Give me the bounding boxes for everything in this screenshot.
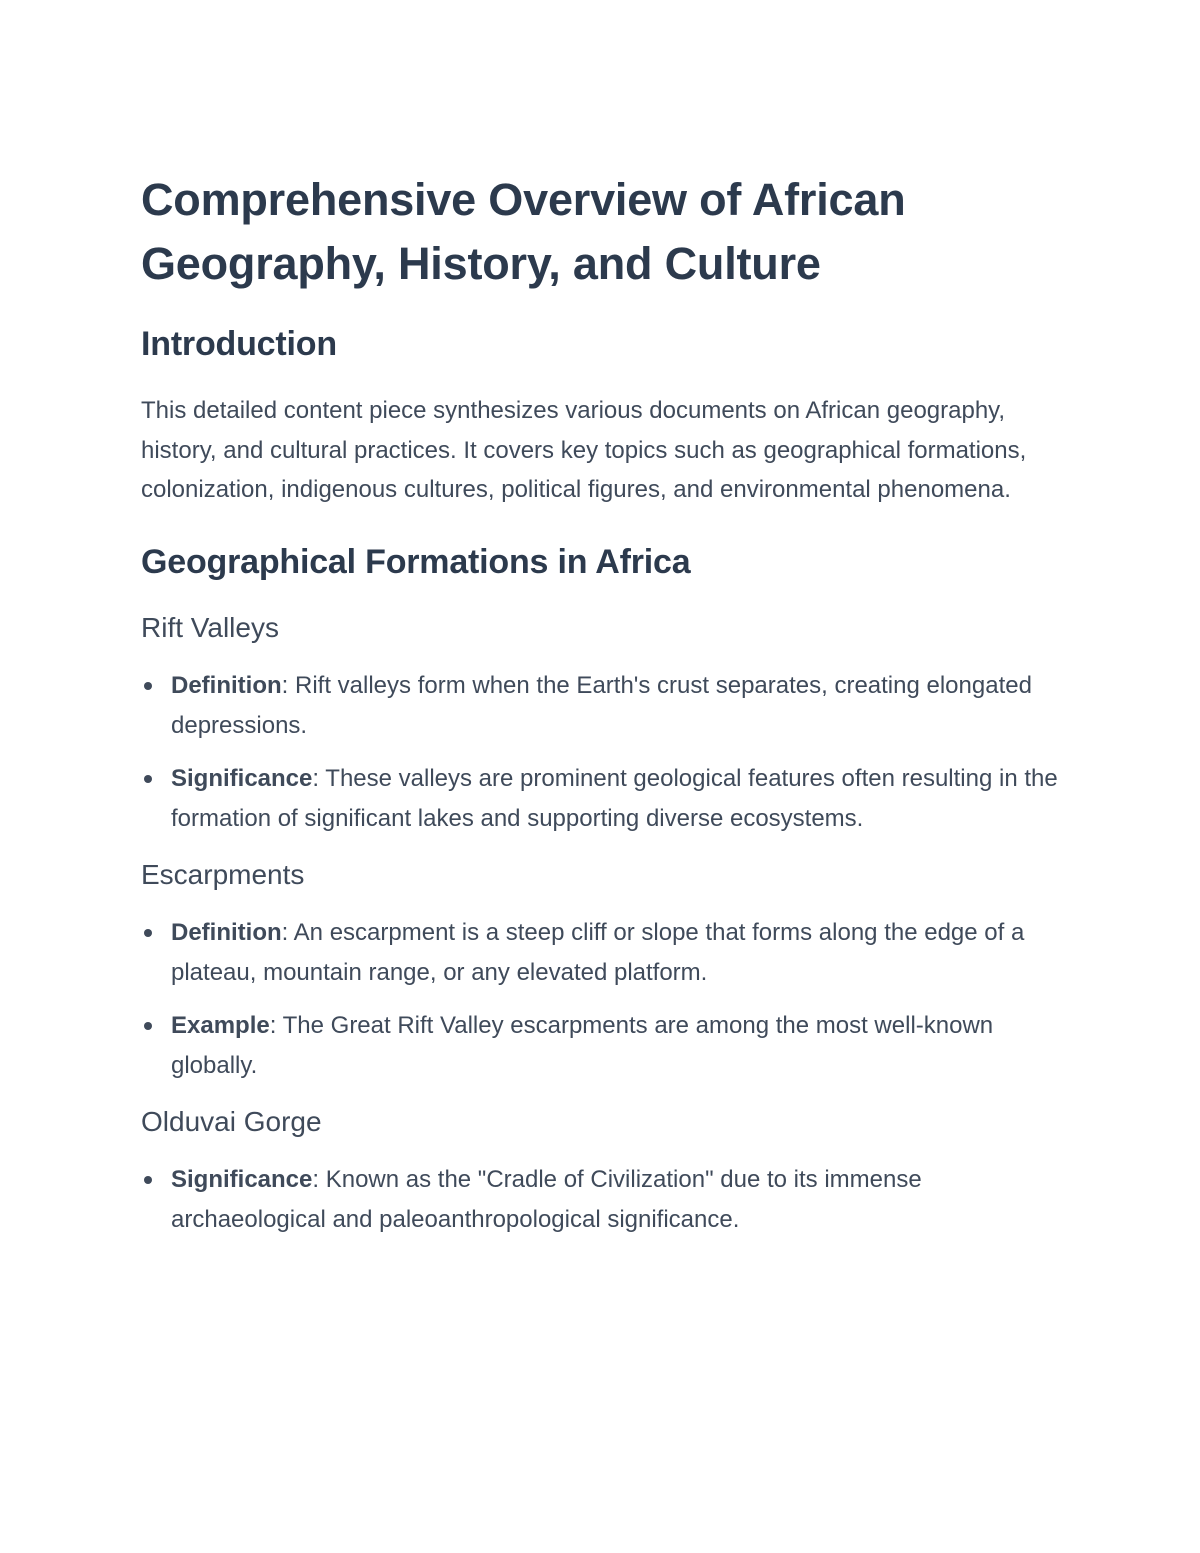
olduvai-gorge-heading: Olduvai Gorge (141, 1105, 322, 1137)
bullet-icon (144, 1176, 152, 1184)
introduction-paragraph: This detailed content piece synthesizes various documents on African geography, history, and cultural practices. It covers key topics such as geographical formations, colonization, indigenous cultures, political figures, and environmental phenomena. (141, 397, 1027, 503)
list-item-text: : Known as the "Cradle of Civilization" due to its immense archaeological and paleoanthropological significance. (171, 1165, 922, 1233)
list-item-text: : Rift valleys form when the Earth's crust separates, creating elongated depressions. (171, 671, 1032, 739)
list-item (141, 1006, 1060, 1086)
list-item-term: Definition (171, 671, 282, 699)
escarpments-list (141, 913, 1060, 1086)
list-item-text: : An escarpment is a steep cliff or slope that forms along the edge of a plateau, mountain range, or any elevated platform. (171, 918, 1025, 986)
list-item-term: Definition (171, 918, 282, 946)
document-title: Comprehensive Overview of African Geography, History, and Culture (141, 174, 906, 289)
list-item (141, 1160, 1060, 1240)
bullet-icon (144, 775, 152, 783)
geographical-formations-heading: Geographical Formations in Africa (141, 542, 691, 581)
list-item-term: Significance (171, 764, 313, 792)
list-item-term: Significance (171, 1165, 313, 1193)
rift-valleys-list (141, 666, 1060, 839)
list-item-text: : These valleys are prominent geological features often resulting in the formation of significant lakes and supporting diverse ecosystems. (171, 764, 1058, 832)
list-item-text: : The Great Rift Valley escarpments are among the most well-known globally. (171, 1011, 994, 1079)
introduction-heading: Introduction (141, 325, 337, 363)
rift-valleys-heading: Rift Valleys (141, 611, 279, 643)
list-item (141, 666, 1060, 746)
list-item (141, 759, 1060, 839)
list-item-term: Example (171, 1011, 270, 1039)
list-item (141, 913, 1060, 993)
olduvai-gorge-list (141, 1160, 1060, 1240)
bullet-icon (144, 682, 152, 690)
bullet-icon (144, 929, 152, 937)
escarpments-heading: Escarpments (141, 858, 305, 890)
bullet-icon (144, 1022, 152, 1030)
